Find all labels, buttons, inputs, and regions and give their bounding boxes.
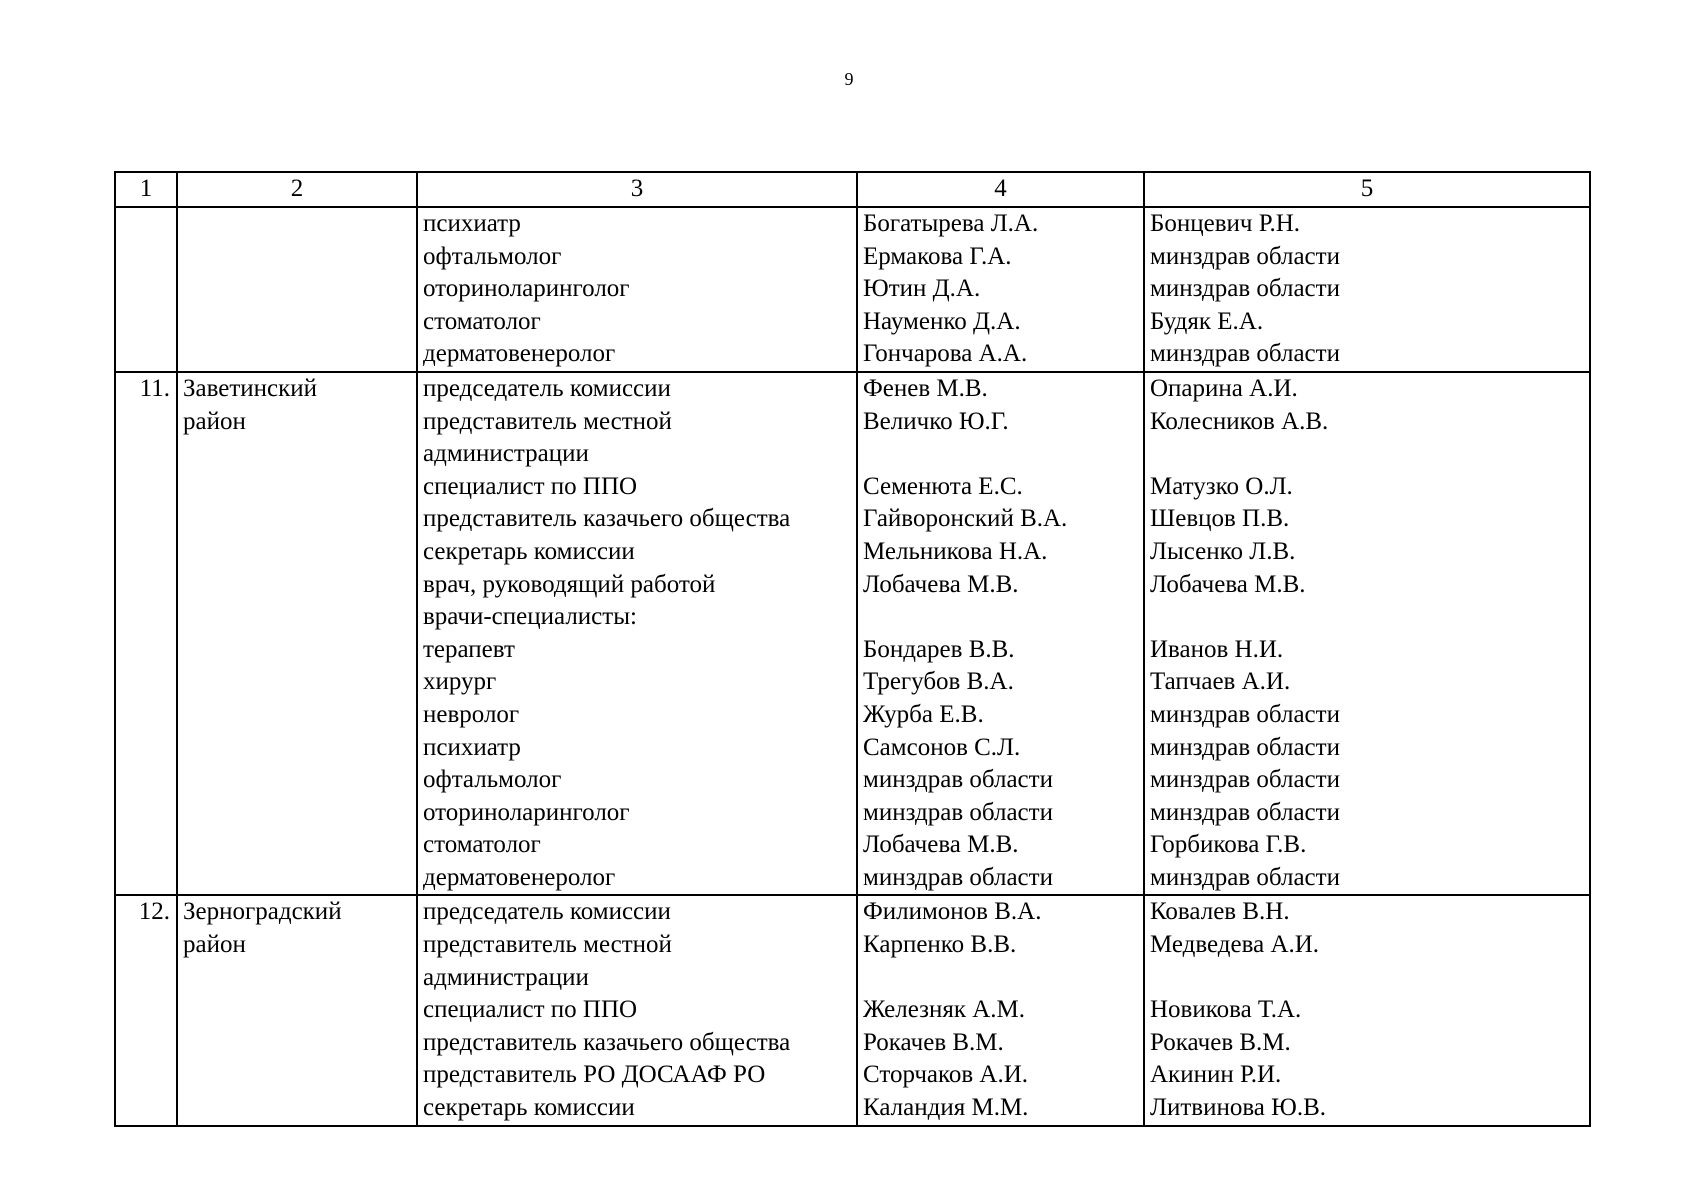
primary-member-name: Трегубов В.А. [863, 668, 1014, 696]
primary-member-name: Бондарев В.В. [863, 635, 1015, 663]
primary-member-cell [857, 372, 1144, 896]
primary-member-name [863, 601, 1143, 634]
reserve-member-name [1150, 438, 1589, 471]
reserve-member-name: Горбикова Г.В. [1150, 831, 1307, 859]
reserve-member-name: Медведева А.И. [1150, 931, 1320, 959]
row-number: 11. [139, 374, 170, 402]
reserve-member-cell [1144, 207, 1590, 372]
reserve-member-name: Литвинова Ю.В. [1150, 1094, 1327, 1122]
primary-member-name [863, 962, 1143, 995]
role-label: психиатр [423, 733, 521, 761]
primary-member-name: Величко Ю.Г. [863, 407, 1009, 435]
reserve-member-name: минздрав области [1150, 733, 1340, 761]
district-cell [177, 895, 417, 1125]
reserve-member-name: минздрав области [1150, 700, 1340, 728]
table-row [115, 895, 1590, 1125]
commission-table [114, 171, 1591, 1127]
reserve-member-name: Матузко О.Л. [1150, 472, 1293, 500]
reserve-member-name: Тапчаев А.И. [1150, 668, 1291, 696]
role-label: стоматолог [423, 831, 541, 859]
role-label: председатель комиссии [423, 898, 671, 926]
reserve-member-name: Лысенко Л.В. [1150, 537, 1296, 565]
district-name: Заветинский [183, 374, 318, 402]
reserve-member-name: Лобачева М.В. [1150, 570, 1306, 598]
role-label: специалист по ППО [423, 472, 638, 500]
role-label: офтальмолог [423, 242, 562, 270]
row-number-cell [115, 895, 177, 1125]
role-label: секретарь комиссии [423, 537, 635, 565]
district-name: Зерноградский [183, 898, 342, 926]
reserve-member-name: Рокачев В.М. [1150, 1028, 1291, 1056]
row-number: 12. [138, 898, 170, 926]
primary-member-name: Ермакова Г.А. [863, 242, 1012, 270]
district-cell [177, 207, 417, 372]
primary-member-name: Сторчаков А.И. [863, 1061, 1029, 1089]
primary-member-cell [857, 207, 1144, 372]
row-number-cell [115, 207, 177, 372]
row-number-cell [115, 372, 177, 896]
table-row [115, 372, 1590, 896]
primary-member-name: Фенев М.В. [863, 374, 988, 402]
role-cell [417, 372, 857, 896]
reserve-member-name: Ковалев В.Н. [1150, 898, 1290, 926]
reserve-member-name: минздрав области [1150, 340, 1340, 368]
primary-member-name: Богатырева Л.А. [863, 210, 1039, 237]
role-label: оториноларинголог [423, 275, 630, 303]
district-name [183, 208, 416, 241]
role-label: представитель местной [423, 407, 672, 435]
reserve-member-name: Бонцевич Р.Н. [1150, 210, 1301, 237]
primary-member-name: Лобачева М.В. [863, 831, 1019, 859]
reserve-member-name: Опарина А.И. [1150, 374, 1298, 402]
primary-member-name: Самсонов С.Л. [863, 733, 1021, 761]
reserve-member-name: Иванов Н.И. [1150, 635, 1284, 663]
district-cell [177, 372, 417, 896]
role-label: специалист по ППО [423, 996, 638, 1024]
primary-member-name: Ютин Д.А. [863, 275, 981, 303]
reserve-member-name: минздрав области [1150, 275, 1340, 303]
role-label: представитель местной [423, 931, 672, 959]
primary-member-name: Железняк А.М. [863, 996, 1026, 1024]
role-label: врач, руководящий работой [423, 570, 716, 598]
role-cell [417, 207, 857, 372]
primary-member-name: Гончарова А.А. [863, 340, 1028, 368]
role-label: офтальмолог [423, 766, 562, 794]
role-label: дерматовенеролог [423, 340, 616, 368]
primary-member-name: Гайворонский В.А. [863, 505, 1068, 533]
reserve-member-name [1150, 962, 1589, 995]
role-label: представитель казачьего общества [423, 1028, 791, 1056]
primary-member-name: Семенюта Е.С. [863, 472, 1023, 500]
column-header: 1 [115, 172, 177, 207]
role-label: представитель казачьего общества [423, 505, 791, 533]
district-name: район [183, 931, 246, 959]
primary-member-name: Журба Е.В. [863, 700, 984, 728]
reserve-member-cell [1144, 895, 1590, 1125]
primary-member-name: Рокачев В.М. [863, 1028, 1004, 1056]
primary-member-name: минздрав области [863, 863, 1053, 891]
role-label: дерматовенеролог [423, 863, 616, 891]
reserve-member-name: Новикова Т.А. [1150, 996, 1302, 1024]
reserve-member-name: минздрав области [1150, 863, 1340, 891]
district-name: район [183, 407, 246, 435]
reserve-member-name: минздрав области [1150, 766, 1340, 794]
role-label: председатель комиссии [423, 374, 671, 402]
page-number: 9 [844, 69, 854, 89]
primary-member-name: минздрав области [863, 798, 1053, 826]
primary-member-cell [857, 895, 1144, 1125]
table-row [115, 207, 1590, 372]
primary-member-name: Карпенко В.В. [863, 931, 1017, 959]
role-label: терапевт [423, 635, 515, 663]
role-label: хирург [423, 668, 497, 696]
reserve-member-name: Колесников А.В. [1150, 407, 1329, 435]
role-cell [417, 895, 857, 1125]
role-label: оториноларинголог [423, 798, 630, 826]
reserve-member-name: Шевцов П.В. [1150, 505, 1290, 533]
reserve-member-name: минздрав области [1150, 242, 1340, 270]
role-label: стоматолог [423, 307, 541, 335]
reserve-member-cell [1144, 372, 1590, 896]
primary-member-name: Мельникова Н.А. [863, 537, 1048, 565]
role-label: администрации [423, 963, 589, 991]
role-label: секретарь комиссии [423, 1094, 635, 1122]
primary-member-name: Филимонов В.А. [863, 898, 1042, 926]
role-label: врачи-специалисты: [423, 603, 637, 631]
reserve-member-name [1150, 601, 1589, 634]
role-label: администрации [423, 440, 589, 468]
header-row [115, 172, 1590, 207]
column-header: 2 [177, 172, 417, 207]
column-header: 3 [417, 172, 857, 207]
reserve-member-name: Акинин Р.И. [1150, 1061, 1282, 1089]
column-header: 4 [857, 172, 1144, 207]
primary-member-name: Каландия М.М. [863, 1094, 1029, 1122]
role-label: представитель РО ДОСААФ РО [423, 1061, 766, 1089]
column-header: 5 [1144, 172, 1590, 207]
primary-member-name: минздрав области [863, 766, 1053, 794]
primary-member-name: Науменко Д.А. [863, 307, 1021, 335]
role-label: психиатр [423, 210, 521, 237]
primary-member-name [863, 438, 1143, 471]
role-label: невролог [423, 700, 520, 728]
row-number [116, 208, 170, 241]
primary-member-name: Лобачева М.В. [863, 570, 1019, 598]
reserve-member-name: Будяк Е.А. [1150, 307, 1264, 335]
reserve-member-name: минздрав области [1150, 798, 1340, 826]
